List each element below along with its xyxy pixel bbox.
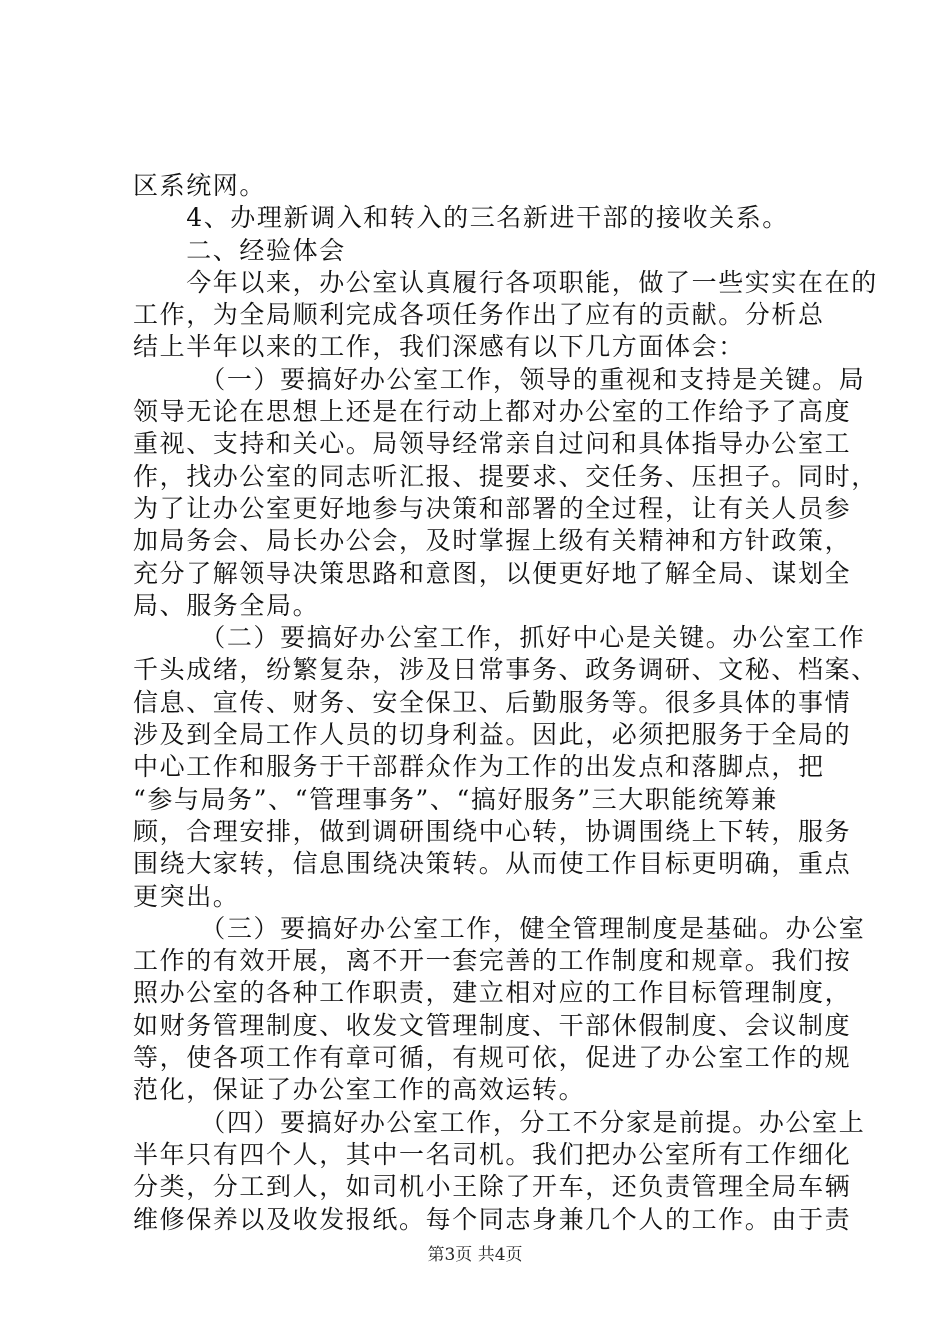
text-line: 局、服务全局。 [133,590,320,620]
text-line: 围绕大家转，信息围绕决策转。从而使工作目标更明确，重点 [133,849,852,879]
text-line: 顾，合理安排，做到调研围绕中心转，协调围绕上下转，服务 [133,816,852,846]
text-line: 半年只有四个人，其中一名司机。我们把办公室所有工作细化 [133,1139,852,1169]
text-line: 千头成绪，纷繁复杂，涉及日常事务、政务调研、文秘、档案、 [133,655,878,685]
text-line: （三）要搞好办公室工作，健全管理制度是基础。办公室 [133,913,866,943]
text-line: （四）要搞好办公室工作，分工不分家是前提。办公室上 [133,1107,866,1137]
text-line: 分类，分工到人，如司机小王除了开车，还负责管理全局车辆 [133,1172,852,1202]
text-line: 加局务会、局长办公会，及时掌握上级有关精神和方针政策， [133,526,852,556]
text-line: 如财务管理制度、收发文管理制度、干部休假制度、会议制度 [133,1010,852,1040]
document-body [133,170,878,1236]
text-line: 作，找办公室的同志听汇报、提要求、交任务、压担子。同时， [133,461,878,491]
text-line: 重视、支持和关心。局领导经常亲自过问和具体指导办公室工 [133,429,852,459]
text-line: 照办公室的各种工作职责，建立相对应的工作目标管理制度， [133,978,852,1008]
text-line: （一）要搞好办公室工作，领导的重视和支持是关键。局 [133,364,866,394]
text-line: （二）要搞好办公室工作，抓好中心是关键。办公室工作 [133,623,866,653]
text-line: 为了让办公室更好地参与决策和部署的全过程，让有关人员参 [133,493,852,523]
text-line: 涉及到全局工作人员的切身利益。因此，必须把服务于全局的 [133,720,852,750]
text-line: “参与局务”、“管理事务”、“搞好服务”三大职能统筹兼 [133,784,778,814]
text-line: 工作，为全局顺利完成各项任务作出了应有的贡献。分析总 [133,300,825,330]
section-heading: 二、经验体会 [133,235,346,265]
text-line: 领导无论在思想上还是在行动上都对办公室的工作给予了高度 [133,397,852,427]
text-line: 区系统网。 [133,171,267,200]
text-line: 今年以来，办公室认真履行各项职能，做了一些实实在在的 [133,267,878,297]
text-line: 工作的有效开展，离不开一套完善的工作制度和规章。我们按 [133,946,852,976]
text-line: 信息、宣传、财务、安全保卫、后勤服务等。很多具体的事情 [133,687,852,717]
text-line: 维修保养以及收发报纸。每个同志身兼几个人的工作。由于责 [133,1204,852,1234]
text-line: 4、办理新调入和转入的三名新进干部的接收关系。 [133,203,789,233]
text-line: 范化，保证了办公室工作的高效运转。 [133,1075,586,1105]
text-line: 充分了解领导决策思路和意图，以便更好地了解全局、谋划全 [133,558,852,588]
text-line: 等，使各项工作有章可循，有规可依，促进了办公室工作的规 [133,1043,852,1073]
page-number-footer: 第3页 共4页 [427,1245,523,1265]
text-line: 更突出。 [133,881,240,911]
text-line: 中心工作和服务于干部群众作为工作的出发点和落脚点，把 [133,752,825,782]
text-line: 结上半年以来的工作，我们深感有以下几方面体会： [133,332,745,362]
